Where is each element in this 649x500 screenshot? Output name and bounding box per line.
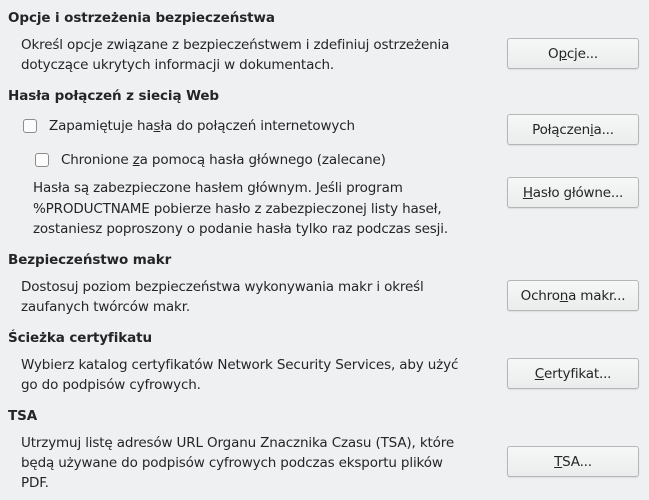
description-line: Dostosuj poziom bezpieczeństwa wykonywania makr i określ [21, 279, 424, 295]
master-password-button[interactable] [507, 177, 639, 208]
master-password-checkbox-row[interactable] [35, 150, 386, 170]
certificate-button[interactable] [507, 358, 639, 389]
certificate-path-description [21, 355, 458, 395]
description-line: Hasła są zabezpieczone hasłem głównym. Jeśli program [33, 180, 403, 196]
tsa-button[interactable] [507, 446, 639, 477]
button-mnemonic: C [534, 365, 544, 382]
web-passwords-heading: Hasła połączeń z siecią Web [8, 88, 219, 104]
button-label: ertyfikat... [543, 365, 612, 382]
button-mnemonic: p [558, 45, 567, 62]
security-options-heading: Opcje i ostrzeżenia bezpieczeństwa [8, 10, 275, 26]
remember-passwords-checkbox-row[interactable] [23, 116, 355, 136]
button-mnemonic: i [589, 121, 594, 138]
button-label: SA... [562, 453, 592, 470]
description-line: dotyczące ukrytych informacji w dokumentach. [21, 57, 335, 73]
button-label: a makr... [568, 287, 626, 304]
button-label: a... [593, 121, 614, 138]
button-mnemonic: H [522, 184, 533, 201]
macro-security-heading: Bezpieczeństwo makr [8, 252, 172, 268]
description-line: go do podpisów cyfrowych. [21, 377, 201, 393]
connections-button[interactable] [507, 114, 639, 145]
button-label: Połączen [532, 121, 590, 138]
description-line: zostaniesz poproszony o podanie hasła tylko raz podczas sesji. [33, 221, 448, 237]
description-line: Określ opcje związane z bezpieczeństwem i zdefiniuj ostrzeżenia [21, 37, 450, 53]
options-button[interactable] [507, 38, 639, 69]
security-options-description [21, 35, 449, 75]
master-password-description [33, 178, 448, 240]
description-line: Wybierz katalog certyfikatów Network Security Services, aby użyć [21, 357, 459, 373]
macro-security-description [21, 277, 424, 317]
tsa-description [21, 433, 454, 493]
certificate-path-heading: Ścieżka certyfikatu [8, 330, 152, 346]
description-line: Utrzymuj listę adresów URL Organu Znacznika Czasu (TSA), które [21, 435, 455, 451]
remember-passwords-checkbox[interactable] [23, 119, 37, 133]
master-password-checkbox[interactable] [35, 153, 49, 167]
button-label: Ochro [520, 287, 560, 304]
master-password-label: Chronione za pomocą hasła głównego (zalecane) [61, 152, 386, 168]
macro-security-button[interactable] [507, 280, 639, 311]
button-mnemonic: T [554, 453, 563, 470]
description-line: będą używane do podpisów cyfrowych podczas eksportu plików [21, 455, 443, 471]
description-line: %PRODUCTNAME pobierze hasło z zabezpieczonej listy haseł, [33, 200, 442, 217]
tsa-heading: TSA [8, 408, 38, 424]
button-label: O [548, 45, 559, 62]
button-mnemonic: n [559, 287, 569, 304]
description-line: PDF. [21, 475, 49, 491]
button-label: cje... [566, 45, 598, 62]
button-label: asło główne... [532, 184, 624, 201]
remember-passwords-label: Zapamiętuje hasła do połączeń internetowych [49, 118, 355, 134]
description-line: zaufanych twórców makr. [21, 299, 191, 315]
